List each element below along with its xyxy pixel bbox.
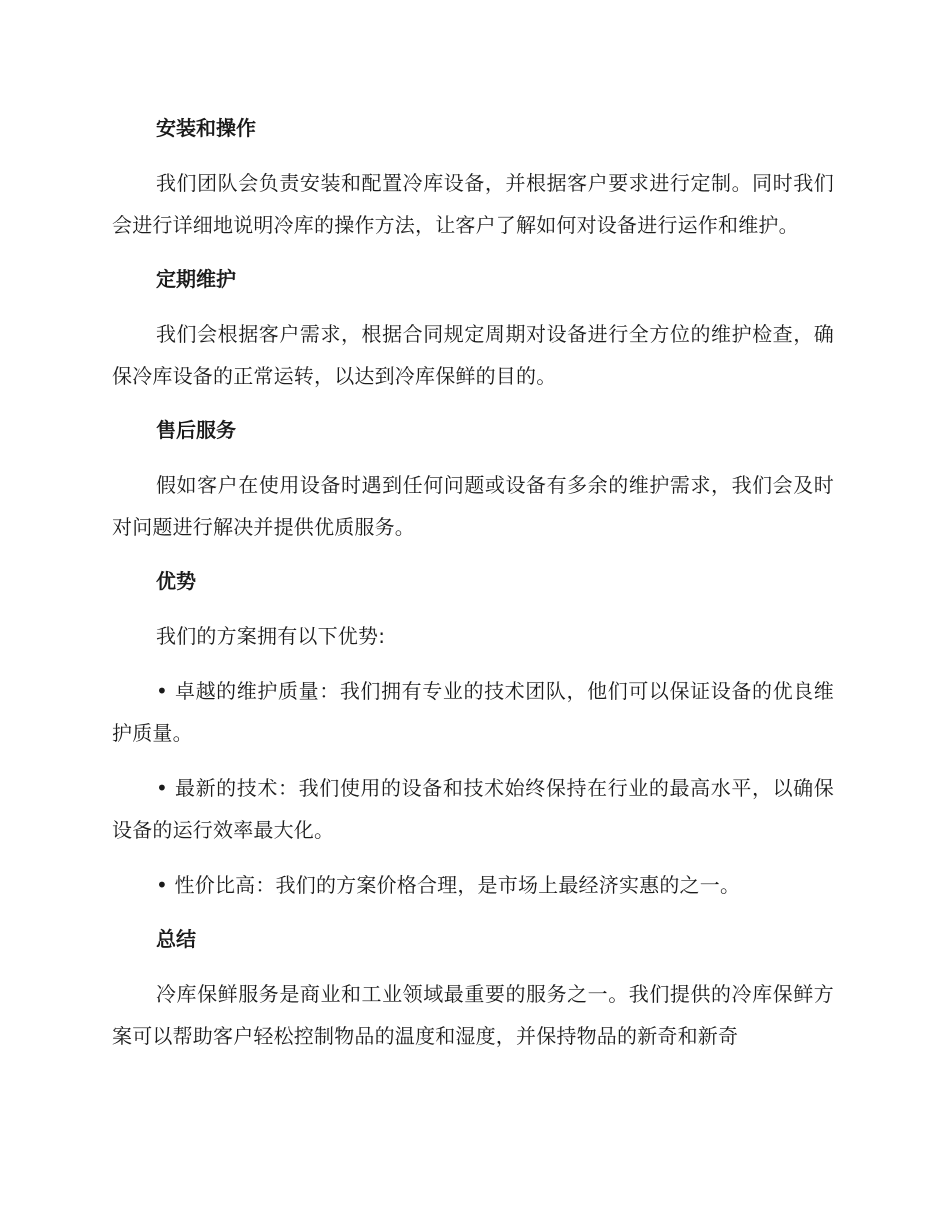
section-heading-after-sales: 售后服务 <box>156 418 236 442</box>
section-heading-maintenance: 定期维护 <box>156 267 236 291</box>
paragraph-summary: 冷库保鲜服务是商业和工业领域最重要的服务之一。我们提供的冷库保鲜方案可以帮助客户轻松控制物品的温度和湿度，并保持物品的新奇和新奇 <box>112 982 834 1048</box>
list-item-quality: • 卓越的维护质量：我们拥有专业的技术团队，他们可以保证设备的优良维护质量。 <box>112 679 834 745</box>
document-page <box>112 108 834 1057</box>
paragraph-installation: 我们团队会负责安装和配置冷库设备，并根据客户要求进行定制。同时我们会进行详细地说明冷库的操作方法，让客户了解如何对设备进行运作和维护。 <box>112 171 834 237</box>
list-item-value: • 性价比高：我们的方案价格合理，是市场上最经济实惠的之一。 <box>156 873 741 897</box>
section-heading-summary: 总结 <box>156 927 196 951</box>
paragraph-after-sales: 假如客户在使用设备时遇到任何问题或设备有多余的维护需求，我们会及时对问题进行解决并提供优质服务。 <box>112 473 834 539</box>
section-heading-installation: 安装和操作 <box>156 116 256 140</box>
section-heading-advantages: 优势 <box>156 569 196 593</box>
list-item-technology: • 最新的技术：我们使用的设备和技术始终保持在行业的最高水平，以确保设备的运行效率最大化。 <box>112 776 834 842</box>
paragraph-advantages-intro: 我们的方案拥有以下优势: <box>156 624 386 648</box>
paragraph-maintenance: 我们会根据客户需求，根据合同规定周期对设备进行全方位的维护检查，确保冷库设备的正常运转，以达到冷库保鲜的目的。 <box>112 322 834 388</box>
